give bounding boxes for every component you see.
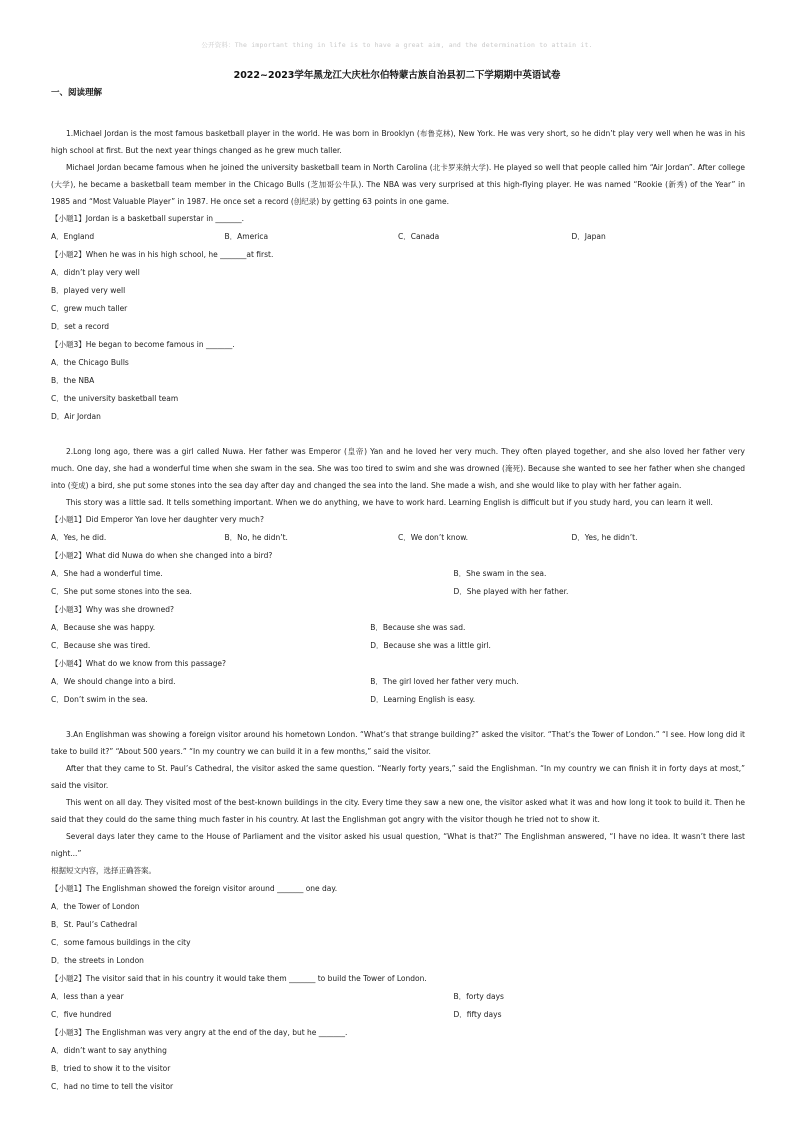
- option[interactable]: B．No, he didn’t.: [224, 533, 288, 542]
- question-stem: 【小题1】Jordan is a basketball superstar in _______.: [51, 214, 245, 223]
- option[interactable]: C．grew much taller: [51, 304, 128, 313]
- option[interactable]: B．She swam in the sea.: [453, 569, 547, 578]
- option-row: [51, 228, 745, 246]
- section-heading: 一、阅读理解: [51, 88, 103, 98]
- question-stem: 【小题1】Did Emperor Yan love her daughter very much?: [51, 515, 264, 524]
- question-stem: 【小题2】The visitor said that in his country it would take them _______ to build the Tower of London.: [51, 974, 427, 983]
- option[interactable]: A．We should change into a bird.: [51, 677, 176, 686]
- question-stem: 【小题4】What do we know from this passage?: [51, 659, 226, 668]
- option[interactable]: C．five hundred: [51, 1010, 112, 1019]
- document-body: [51, 125, 745, 1096]
- option[interactable]: D．set a record: [51, 322, 110, 331]
- option-row: [51, 1006, 745, 1024]
- option[interactable]: A．didn’t play very well: [51, 268, 140, 277]
- question-stem: 【小题2】When he was in his high school, he _______at first.: [51, 250, 274, 259]
- option[interactable]: A．didn’t want to say anything: [51, 1046, 167, 1055]
- option-row: [51, 565, 745, 583]
- page-title: 2022~2023学年黑龙江大庆杜尔伯特蒙古族自治县初二下学期期中英语试卷: [233, 70, 561, 81]
- option[interactable]: C．the university basketball team: [51, 394, 179, 403]
- option[interactable]: D．Because she was a little girl.: [370, 641, 491, 650]
- option[interactable]: C．had no time to tell the visitor: [51, 1082, 174, 1091]
- passage-paragraph: After that they came to St. Paul’s Cathedral, the visitor asked the same question. “Nearly forty years,” said the Englishman. “In my country we can finish it in forty days at most,” said the visitor.: [51, 764, 745, 790]
- option[interactable]: B．The girl loved her father very much.: [370, 677, 519, 686]
- option[interactable]: B．the NBA: [51, 376, 95, 385]
- option[interactable]: A．England: [51, 232, 95, 241]
- passage-paragraph: This went on all day. They visited most of the best-known buildings in the city. Every time they saw a new one, the visitor asked what it was and how long it took to build it. Then he said that they could do the same thing much faster in his country. At last the Englishman got angry with the visitor though he tried not to show it.: [51, 798, 745, 824]
- option[interactable]: C．Because she was tired.: [51, 641, 151, 650]
- passage-paragraph: This story was a little sad. It tells something important. When we do anything, we have to work hard. Learning English is difficult but if you study hard, you can learn it well.: [66, 498, 713, 507]
- passage-paragraph: Several days later they came to the House of Parliament and the visitor asked his usual question, “What is that?” The Englishman answered, “I have no idea. It wasn’t there last night...”: [51, 832, 745, 858]
- passage-1: [51, 125, 745, 426]
- option-row: [51, 619, 745, 637]
- question-stem: 【小题3】The Englishman was very angry at the end of the day, but he _______.: [51, 1028, 348, 1037]
- passage-paragraph: Michael Jordan became famous when he joined the university basketball team in North Carolina (北卡罗来纳大学). He played so well that people called him “Air Jordan”. After college (大学), he became a basketball team member in the Chicago Bulls (芝加哥公牛队). The NBA was very surprised at this high-flying player. He was named “Rookie (新秀) of the Year” in 1985 and “Most Valuable Player” in 1987. He once set a record (创纪录) by getting 63 points in one game.: [51, 163, 745, 206]
- instruction: 根据短文内容，选择正确答案。: [51, 866, 156, 875]
- option[interactable]: B．forty days: [453, 992, 504, 1001]
- question-stem: 【小题3】Why was she drowned?: [51, 605, 174, 614]
- option[interactable]: C．She put some stones into the sea.: [51, 587, 192, 596]
- passage-2: [51, 443, 745, 709]
- option[interactable]: D．Japan: [571, 232, 606, 241]
- option[interactable]: D．Air Jordan: [51, 412, 101, 421]
- option-row: [51, 673, 745, 691]
- question-stem: 【小题1】The Englishman showed the foreign visitor around _______ one day.: [51, 884, 338, 893]
- option-row: [51, 988, 745, 1006]
- option[interactable]: D．Learning English is easy.: [370, 695, 476, 704]
- option[interactable]: D．Yes, he didn’t.: [571, 533, 638, 542]
- watermark: 公开资料：The important thing in life is to have a great aim, and the determination to attain it.: [201, 41, 593, 49]
- option[interactable]: B．played very well: [51, 286, 126, 295]
- option-row: [51, 691, 745, 709]
- option[interactable]: A．She had a wonderful time.: [51, 569, 163, 578]
- passage-paragraph: 3.An Englishman was showing a foreign visitor around his hometown London. “What’s that strange building?” asked the visitor. “That’s the Tower of London.” “I see. How long did it take to build it?” “About 500 years.” “In my country we can build it in a few months,” said the visitor.: [51, 730, 745, 756]
- option-row: [51, 583, 745, 601]
- option[interactable]: A．Yes, he did.: [51, 533, 107, 542]
- option[interactable]: D．She played with her father.: [453, 587, 569, 596]
- passage-paragraph: 2.Long long ago, there was a girl called Nuwa. Her father was Emperor (皇帝) Yan and he loved her very much. They often played together, and she also loved her father very much. One day, she had a wonderful time when she swam in the sea. She was too tired to swim and she was drowned (淹死). Because she wanted to see her father when she changed into (变成) a bird, she put some stones into the sea day after day and changed the sea into the land. She made a wish, and she would like to play with her father again.: [51, 447, 745, 490]
- option[interactable]: B．America: [224, 232, 269, 241]
- option[interactable]: C．Canada: [398, 232, 440, 241]
- option[interactable]: A．the Tower of London: [51, 902, 140, 911]
- option-row: [51, 529, 745, 547]
- option[interactable]: D．the streets in London: [51, 956, 144, 965]
- question-stem: 【小题3】He began to become famous in _______.: [51, 340, 235, 349]
- question-stem: 【小题2】What did Nuwa do when she changed into a bird?: [51, 551, 273, 560]
- option[interactable]: B．Because she was sad.: [370, 623, 466, 632]
- passage-paragraph: 1.Michael Jordan is the most famous basketball player in the world. He was born in Brooklyn (布鲁克林), New York. He was very short, so he didn’t play very well when he was in his high school at first. But the next year things changed as he grew much taller.: [51, 129, 745, 155]
- option[interactable]: B．St. Paul’s Cathedral: [51, 920, 138, 929]
- option[interactable]: C．We don’t know.: [398, 533, 469, 542]
- passage-3: [51, 726, 745, 1096]
- option[interactable]: A．the Chicago Bulls: [51, 358, 129, 367]
- option-row: [51, 637, 745, 655]
- option[interactable]: D．fifty days: [453, 1010, 502, 1019]
- option[interactable]: A．less than a year: [51, 992, 124, 1001]
- option[interactable]: B．tried to show it to the visitor: [51, 1064, 171, 1073]
- option[interactable]: C．some famous buildings in the city: [51, 938, 191, 947]
- option[interactable]: C．Don’t swim in the sea.: [51, 695, 148, 704]
- option[interactable]: A．Because she was happy.: [51, 623, 156, 632]
